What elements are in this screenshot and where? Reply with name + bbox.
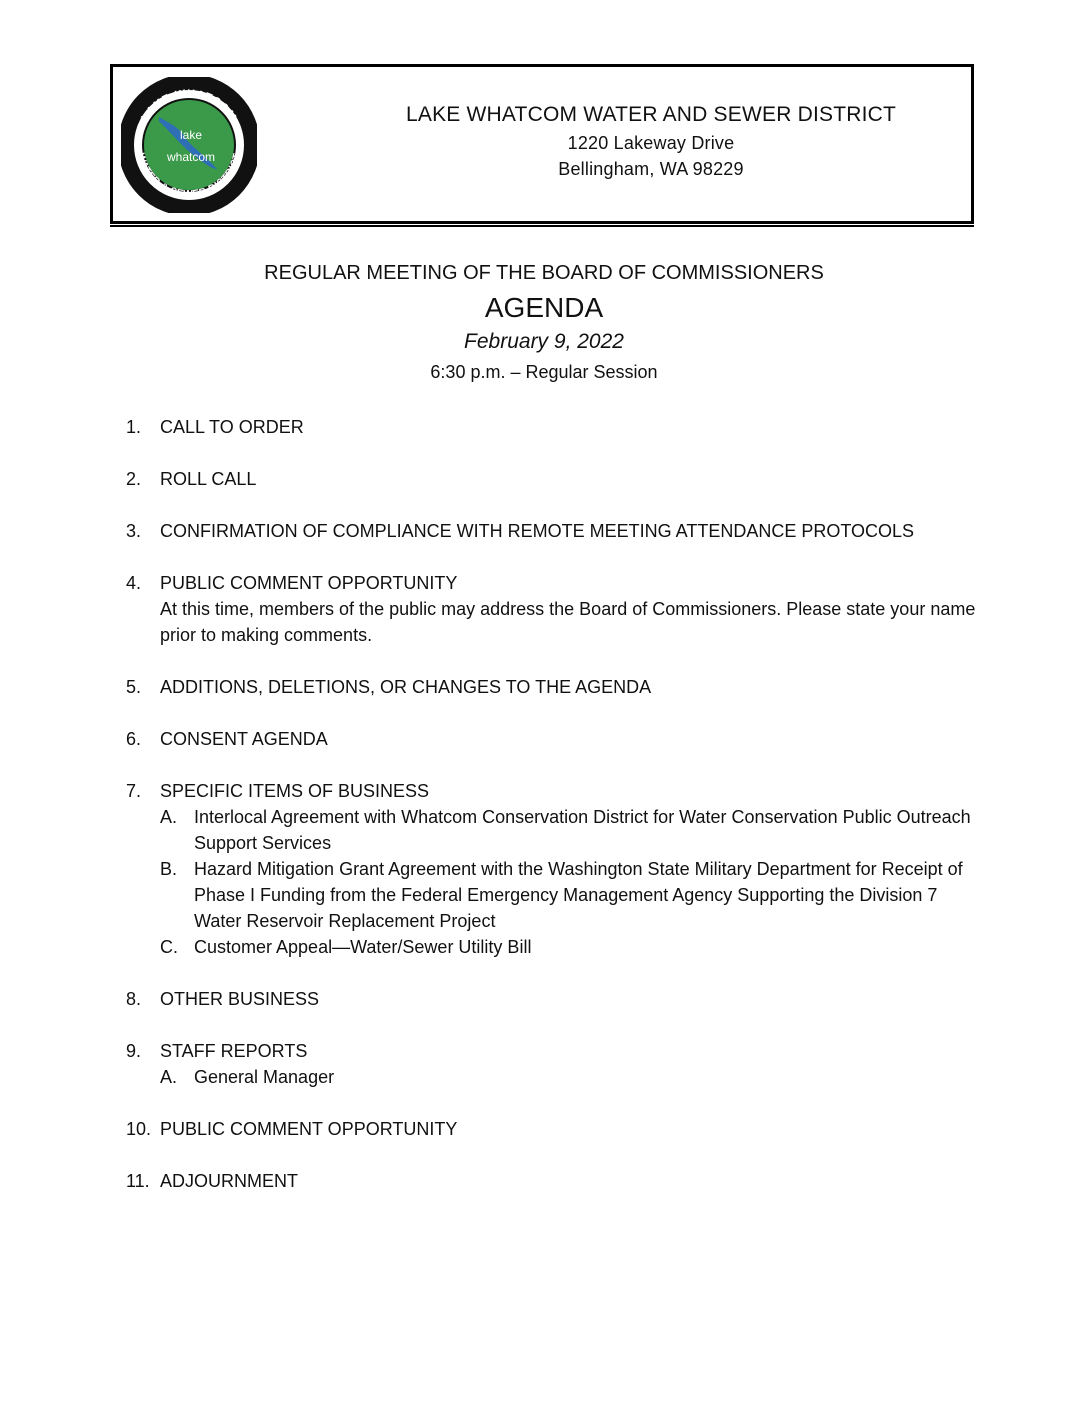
agenda-item-title: ROLL CALL [160, 469, 257, 489]
meeting-date: February 9, 2022 [464, 330, 624, 353]
agenda-item [126, 674, 986, 700]
agenda-item-number: 1. [126, 417, 142, 437]
agenda-heading: AGENDA [484, 292, 604, 323]
agenda-item-title: STAFF REPORTS [160, 1041, 308, 1061]
agenda-item-title: CALL TO ORDER [160, 417, 304, 437]
agenda-subitem [160, 934, 986, 960]
agenda-item-number: 9. [126, 1041, 142, 1061]
agenda-subitem [160, 1064, 986, 1090]
logo-ring-text-bottom: WATER & SEWER DISTRICT [134, 151, 244, 201]
agenda-item-title: PUBLIC COMMENT OPPORTUNITY [160, 573, 458, 593]
agenda-subitem-letter: A. [160, 1067, 178, 1087]
agenda-item-title: SPECIFIC ITEMS OF BUSINESS [160, 781, 430, 801]
session-time: 6:30 p.m. – Regular Session [430, 362, 658, 382]
district-address-line1: 1220 Lakeway Drive [567, 133, 735, 153]
agenda-item-number: 10. [126, 1119, 152, 1139]
agenda-subitem-text: Customer Appeal—Water/Sewer Utility Bill [194, 937, 532, 957]
agenda-item-title: PUBLIC COMMENT OPPORTUNITY [160, 1119, 458, 1139]
agenda-item-number: 11. [126, 1171, 150, 1191]
logo-center-text-1: lake [179, 128, 203, 142]
agenda-item [126, 1038, 986, 1090]
agenda-item [126, 466, 986, 492]
agenda-subitem-letter: B. [160, 859, 178, 879]
agenda-item-title: CONSENT AGENDA [160, 729, 328, 749]
agenda-subitem-text: General Manager [194, 1067, 335, 1087]
letterhead-box [110, 64, 974, 224]
agenda-item [126, 726, 986, 752]
agenda-item-title: ADDITIONS, DELETIONS, OR CHANGES TO THE AGENDA [160, 677, 652, 697]
agenda-subitem [160, 804, 986, 856]
district-address-line2: Bellingham, WA 98229 [558, 159, 744, 179]
agenda-item-number: 4. [126, 573, 142, 593]
agenda-item-number: 3. [126, 521, 142, 541]
agenda-item [126, 414, 986, 440]
district-name: LAKE WHATCOM WATER AND SEWER DISTRICT [405, 103, 897, 126]
lake-whatcom-district-logo-icon [121, 77, 257, 213]
agenda-subitem-text: Hazard Mitigation Grant Agreement with the Washington State Military Department for Receipt of Phase I Funding from the Federal Emergency Management Agency Supporting the Division 7 Water Reservoir Replacement Project [194, 859, 963, 931]
agenda-subitem-letter: C. [160, 937, 178, 957]
agenda-item [126, 570, 986, 648]
agenda-item-detail: At this time, members of the public may address the Board of Commissioners. Please state your name prior to making comments. [160, 599, 976, 645]
meeting-title: REGULAR MEETING OF THE BOARD OF COMMISSIONERS [264, 262, 824, 284]
agenda-item [126, 1116, 986, 1142]
agenda-item-number: 5. [126, 677, 142, 697]
agenda-item [126, 1168, 986, 1194]
agenda-item-title: CONFIRMATION OF COMPLIANCE WITH REMOTE MEETING ATTENDANCE PROTOCOLS [160, 521, 915, 541]
agenda-item [126, 518, 986, 544]
agenda-item-title: OTHER BUSINESS [160, 989, 320, 1009]
agenda-item [126, 778, 986, 960]
agenda-item-number: 8. [126, 989, 142, 1009]
agenda-item-number: 7. [126, 781, 142, 801]
agenda-subitem [160, 856, 986, 934]
agenda-subitem-letter: A. [160, 807, 178, 827]
agenda-list [126, 414, 986, 1220]
agenda-item-number: 2. [126, 469, 142, 489]
agenda-subitem-text: Interlocal Agreement with Whatcom Conservation District for Water Conservation Public Outreach Support Services [194, 807, 971, 853]
logo-center-text-2: whatcom [166, 150, 216, 164]
agenda-item-number: 6. [126, 729, 142, 749]
logo-ring-text-top: LAKE WHATCOM [139, 87, 239, 124]
agenda-item-title: ADJOURNMENT [160, 1171, 298, 1191]
agenda-item [126, 986, 986, 1012]
